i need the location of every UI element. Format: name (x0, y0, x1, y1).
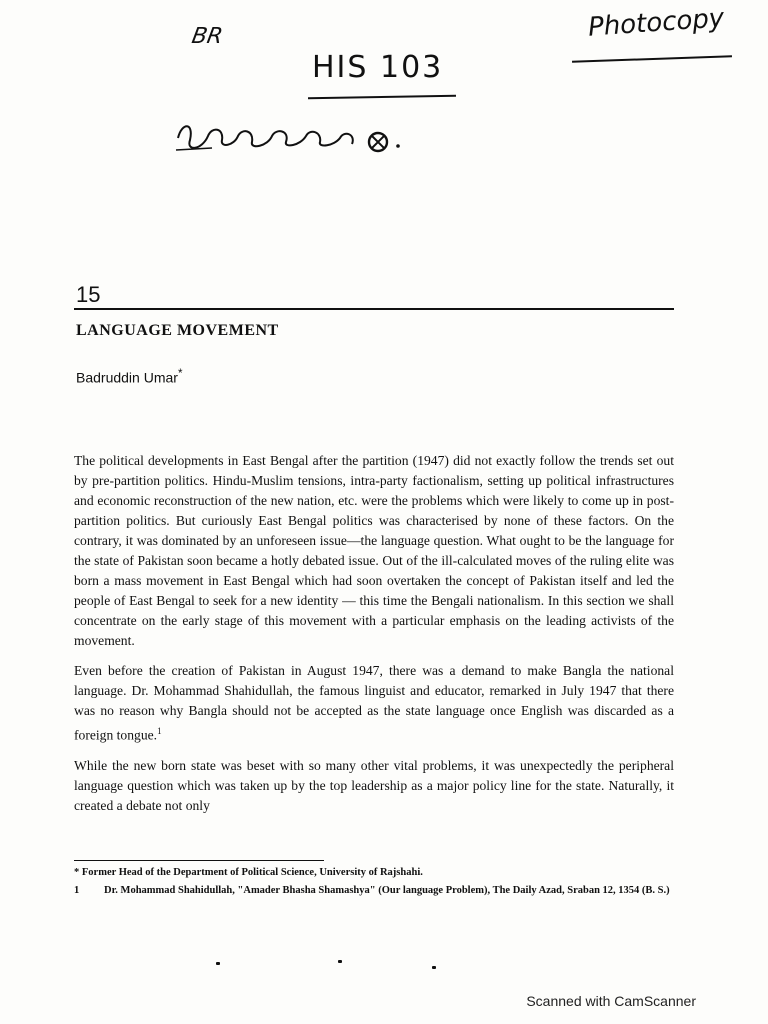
course-underline (308, 95, 456, 100)
handwritten-initials: BR (189, 24, 225, 49)
paragraph-2-text: Even before the creation of Pakistan in August 1947, there was a demand to make Bangla the national language. Dr. Mohammad Shahidullah, the famous linguist and educator, remarked in July 1947 that there was no reason why Bangla should not be accepted as the state language once English was discarded as a foreign tongue. (74, 663, 674, 743)
camscanner-watermark: Scanned with CamScanner (526, 993, 696, 1009)
paragraph-2 (74, 661, 674, 746)
photocopy-underline (572, 55, 732, 63)
author-line (76, 367, 182, 386)
footnote-author: * Former Head of the Department of Political Science, University of Rajshahi. (74, 867, 423, 878)
article-body (74, 451, 674, 826)
footnote-divider (74, 860, 324, 861)
handwritten-course-code: HIS 103 (312, 50, 444, 85)
footnote-1-text: Dr. Mohammad Shahidullah, "Amader Bhasha Shamashya" (Our language Problem), The Daily Azad, Sraban 12, 1354 (B. S.) (104, 885, 670, 896)
footnote-1 (74, 884, 678, 898)
scan-speck (338, 960, 342, 963)
scan-speck (216, 962, 220, 965)
chapter-number: 15 (76, 282, 101, 307)
chapter-title: LANGUAGE MOVEMENT (76, 322, 279, 339)
footnotes (74, 866, 678, 898)
footnote-1-number: 1 (74, 885, 80, 896)
paragraph-1: The political developments in East Bengal after the partition (1947) did not exactly follow the trends set out by pre-partition politics. Hindu-Muslim tensions, intra-party factionalism, setting up political infrastructures and economic reconstruction of the new nation, etc. were the problems which were likely to come up in post-partition politics. But curiously East Bengal politics was characterised by none of these factors. On the contrary, it was dominated by an unforeseen issue—the language question. What ought to be the language for the state of Pakistan soon became a hotly debated issue. Out of the ill-calculated moves of the ruling elite was born a mass movement in East Bengal which had soon overtaken the concept of Pakistan itself and led the people of East Bengal to seek for a new identity — this time the Bengali nationalism. In this section we shall concentrate on the early stage of this movement with a particular emphasis on the leading activists of the movement. (74, 453, 674, 648)
paragraph-3: While the new born state was beset with so many other vital problems, it was unexpectedly the peripheral language question which was taken up by the top leadership as a major policy line for the state. Naturally, it created a debate not only (74, 757, 674, 813)
footnote-ref-1: 1 (157, 726, 162, 736)
chapter-rule (74, 308, 674, 310)
handwritten-signature-scribble (172, 116, 412, 160)
author-name: Badruddin Umar (76, 369, 178, 386)
author-footnote-marker: * (177, 367, 183, 380)
handwritten-photocopy-note: Photocopy (587, 3, 726, 43)
scan-speck (432, 966, 436, 969)
